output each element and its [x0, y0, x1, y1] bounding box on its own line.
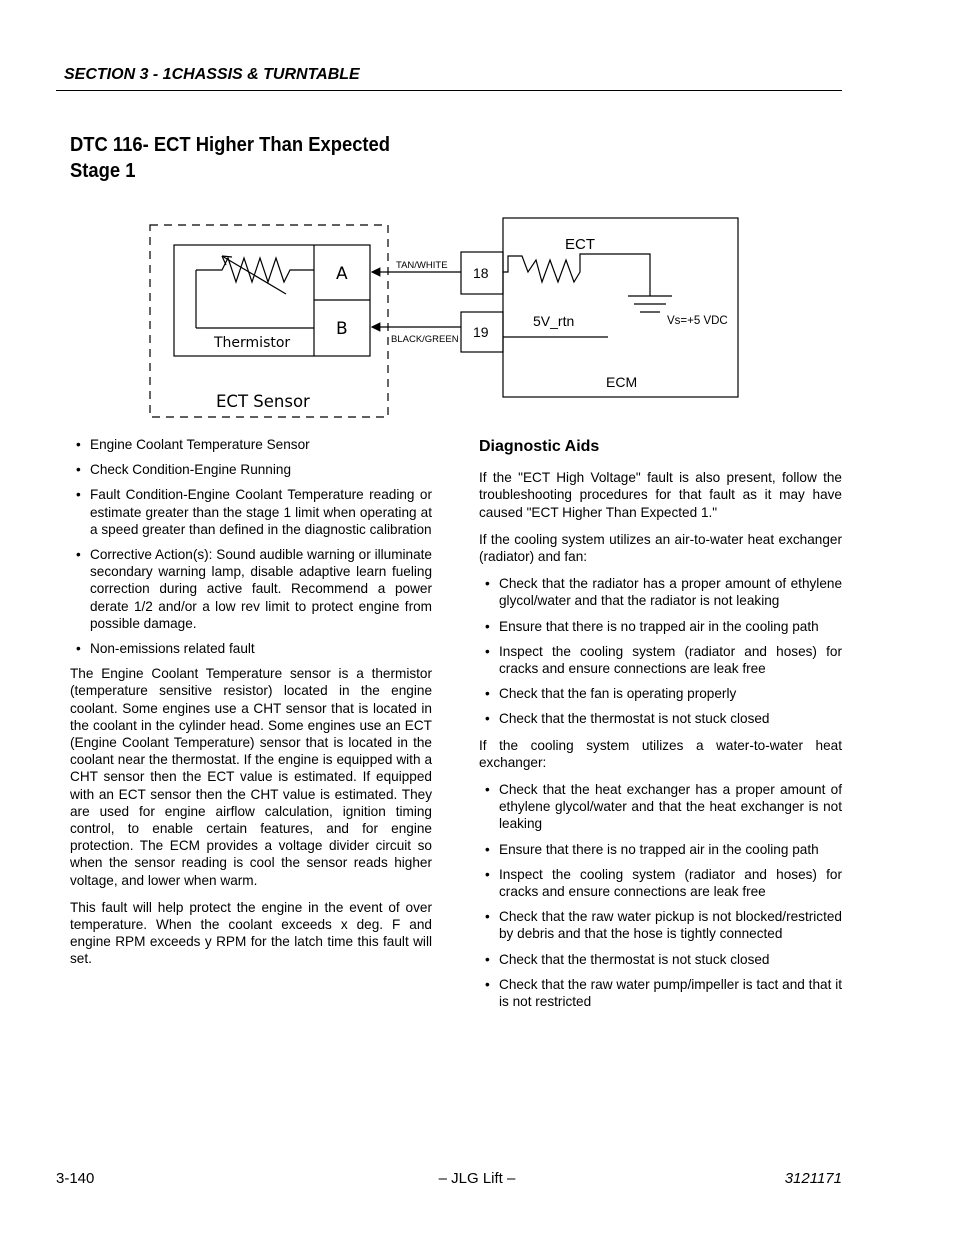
ecm-label: ECM: [606, 374, 638, 390]
paragraph: If the cooling system utilizes an air-to-water heat exchanger (radiator) and fan:: [479, 531, 842, 565]
wire1-label: TAN/WHITE: [396, 260, 448, 271]
left-column: [70, 436, 432, 978]
ect-label: ECT: [565, 236, 595, 253]
page-number: 3-140: [56, 1170, 95, 1187]
page-title: DTC 116- ECT Higher Than Expected Stage 1: [70, 134, 391, 182]
rtn-label: 5V_rtn: [533, 313, 575, 329]
list-item: • Check that the heat exchanger has a proper amount of ethylene glycol/water and that the heat exchanger is not leaking: [479, 781, 842, 833]
list-item: • Corrective Action(s): Sound audible warning or illuminate secondary warning lamp, disable adaptive learn fueling correction during active fault. Recommend a power derate 1/2 and/or a low rev limit to protect engine from possible damage.: [70, 546, 432, 632]
list-item: • Check that the radiator has a proper amount of ethylene glycol/water and that the radiator is not leaking: [479, 575, 842, 609]
wiring-diagram: [140, 210, 750, 425]
pin-19-label: 19: [473, 324, 489, 340]
thermistor-label: Thermistor: [214, 335, 291, 351]
pin-18-label: 18: [473, 265, 489, 281]
section-header: SECTION 3 - 1CHASSIS & TURNTABLE: [64, 66, 360, 83]
pin-a-label: A: [336, 264, 348, 284]
right-column: [479, 436, 842, 1019]
ect-sensor-label: ECT Sensor: [216, 392, 310, 411]
air-to-water-list: [479, 575, 842, 727]
paragraph: The Engine Coolant Temperature sensor is a thermistor (temperature sensitive resistor) located in the engine coolant. Some engines use a CHT sensor that is located in the coolant in the cylinder head. Some engines use an ECT (Engine Coolant Temperature) sensor that is located in the coolant near the thermostat. If the engine is equipped with a CHT sensor then the ECT value is estimated. If equipped with an ECT sensor then the CHT value is estimated. They are used for engine airflow calculation, ignition timing control, to enable certain features, and for engine protection. The ECM provides a voltage divider circuit so when the sensor reading is cool the sensor reads higher voltage, and lower when warm.: [70, 666, 432, 888]
list-item: • Engine Coolant Temperature Sensor: [70, 436, 432, 453]
water-to-water-list: [479, 781, 842, 1010]
document-number: 3121171: [784, 1170, 842, 1187]
vs-label: Vs=+5 VDC: [667, 315, 728, 327]
paragraph: If the "ECT High Voltage" fault is also present, follow the troubleshooting procedures for that fault as it may have caused "ECT Higher Than Expected 1.": [479, 470, 842, 520]
paragraph: If the cooling system utilizes a water-to-water heat exchanger:: [479, 737, 842, 770]
pin-b-label: B: [336, 319, 348, 339]
thermistor-symbol: [196, 258, 314, 282]
pullup-resistor: [503, 254, 650, 282]
sensor-dashed-outline: [150, 225, 388, 417]
list-item: • Check that the raw water pickup is not blocked/restricted by debris and that the hose is tightly connected: [479, 908, 842, 942]
list-item: • Check Condition-Engine Running: [70, 461, 432, 478]
header-rule: [56, 90, 842, 91]
ecm-box: [503, 218, 738, 397]
list-item: • Ensure that there is no trapped air in the cooling path: [479, 618, 842, 635]
list-item: • Check that the raw water pump/impeller is tact and that it is not restricted: [479, 976, 842, 1010]
condition-list: [70, 436, 432, 657]
paragraph: This fault will help protect the engine in the event of over temperature. When the coolant exceeds x deg. F and engine RPM exceeds y RPM for the latch time this fault will set.: [70, 899, 432, 967]
footer-brand: – JLG Lift –: [438, 1170, 516, 1187]
list-item: • Check that the thermostat is not stuck closed: [479, 710, 842, 727]
list-item: • Check that the fan is operating properly: [479, 685, 842, 702]
diagnostic-aids-heading: Diagnostic Aids: [479, 438, 600, 455]
wire2-label: BLACK/GREEN: [391, 334, 459, 345]
list-item: • Ensure that there is no trapped air in the cooling path: [479, 841, 842, 858]
list-item: • Inspect the cooling system (radiator and hoses) for cracks and ensure connections are leak free: [479, 866, 842, 900]
list-item: • Fault Condition-Engine Coolant Temperature reading or estimate greater than the stage 1 limit when operating at a speed greater than defined in the diagnostic calibration: [70, 486, 432, 538]
list-item: • Inspect the cooling system (radiator and hoses) for cracks and ensure connections are leak free: [479, 643, 842, 677]
list-item: • Non-emissions related fault: [70, 640, 432, 657]
list-item: • Check that the thermostat is not stuck closed: [479, 951, 842, 968]
